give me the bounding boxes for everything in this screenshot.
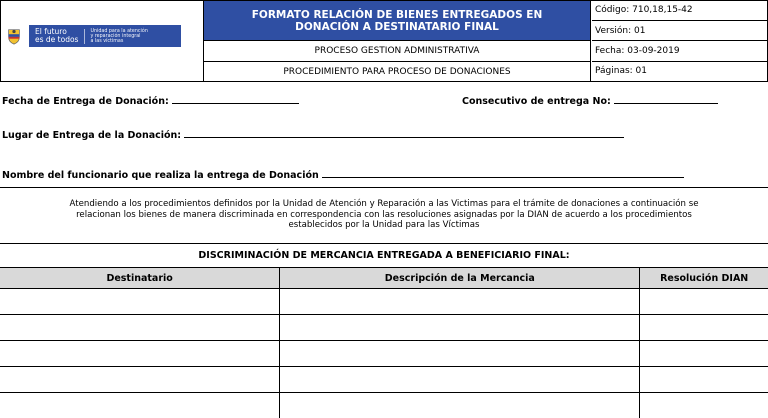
logo-cell <box>1 1 204 81</box>
cell-destinatario[interactable] <box>0 367 280 393</box>
cell-descripcion[interactable] <box>280 341 640 367</box>
consecutivo-row <box>462 96 718 107</box>
paragraph-line1: Atendiendo a los procedimientos definidos por la Unidad de Atención y Reparación a las Victimas para el trámite de donaciones a continuación se <box>69 199 699 209</box>
consecutivo-label: Consecutivo de entrega No: <box>462 96 611 107</box>
header-block <box>0 0 768 82</box>
logo-org-line1: Unidad para la atención <box>90 28 148 34</box>
lugar-entrega-row <box>2 130 624 141</box>
cell-resolucion[interactable] <box>640 341 768 367</box>
fecha: Fecha: 03-09-2019 <box>592 41 767 62</box>
lugar-entrega-label: Lugar de Entrega de la Donación: <box>2 130 182 141</box>
table-header-row <box>0 268 768 289</box>
table-row <box>0 315 768 341</box>
cell-descripcion[interactable] <box>280 393 640 418</box>
logo-text-line2: es de todos <box>35 35 79 44</box>
header-descripcion: Descripción de la Mercancia <box>280 268 640 289</box>
procedure-name: PROCEDIMIENTO PARA PROCESO DE DONACIONES <box>204 62 591 81</box>
paragraph-line2: relacionan los bienes de manera discriminada en correspondencia con las resoluciones asignadas por la DIAN de acuerdo a los procedimientos <box>76 209 692 220</box>
logo-org-line2: y reparación integral <box>90 33 141 39</box>
paginas: Páginas: 01 <box>595 66 648 76</box>
funcionario-row <box>2 170 684 181</box>
cell-resolucion[interactable] <box>640 393 768 418</box>
cell-descripcion[interactable] <box>280 315 640 341</box>
form-title: FORMATO RELACIÓN DE BIENES ENTREGADOS EN DONACIÓN A DESTINATARIO FINAL <box>204 1 591 41</box>
lugar-entrega-line[interactable] <box>184 136 624 138</box>
cell-descripcion[interactable] <box>280 367 640 393</box>
logo-org-line3: a las víctimas <box>90 38 124 44</box>
consecutivo-line[interactable] <box>614 102 718 104</box>
logo-text-line1: El futuro <box>35 27 67 36</box>
cell-destinatario[interactable] <box>0 289 280 315</box>
logo <box>5 25 181 47</box>
goods-table <box>0 268 768 418</box>
intro-paragraph <box>0 187 768 244</box>
funcionario-line[interactable] <box>322 176 684 178</box>
cell-destinatario[interactable] <box>0 315 280 341</box>
funcionario-label: Nombre del funcionario que realiza la entrega de Donación <box>2 170 319 181</box>
table-row <box>0 367 768 393</box>
paragraph-line3: establecidos por la Unidad para las Víctimas <box>288 220 480 230</box>
fecha-entrega-row <box>2 96 299 107</box>
logo-badge <box>29 25 181 47</box>
cell-descripcion[interactable] <box>280 289 640 315</box>
header-resolucion: Resolución DIAN <box>640 268 768 289</box>
cell-resolucion[interactable] <box>640 367 768 393</box>
cell-destinatario[interactable] <box>0 393 280 418</box>
fecha-entrega-line[interactable] <box>172 102 299 104</box>
version: Versión: 01 <box>592 21 767 41</box>
table-row <box>0 289 768 315</box>
table-row-partial <box>0 393 768 418</box>
header-destinatario: Destinatario <box>0 268 280 289</box>
cell-destinatario[interactable] <box>0 341 280 367</box>
cell-resolucion[interactable] <box>640 289 768 315</box>
codigo: Código: 710,18,15-42 <box>592 1 767 21</box>
fecha-entrega-label: Fecha de Entrega de Donación: <box>2 96 169 107</box>
section-title: DISCRIMINACIÓN DE MERCANCIA ENTREGADA A BENEFICIARIO FINAL: <box>0 244 768 268</box>
table-row <box>0 341 768 367</box>
process-name: PROCESO GESTION ADMINISTRATIVA <box>204 41 591 62</box>
coat-of-arms-icon <box>5 27 23 45</box>
cell-resolucion[interactable] <box>640 315 768 341</box>
